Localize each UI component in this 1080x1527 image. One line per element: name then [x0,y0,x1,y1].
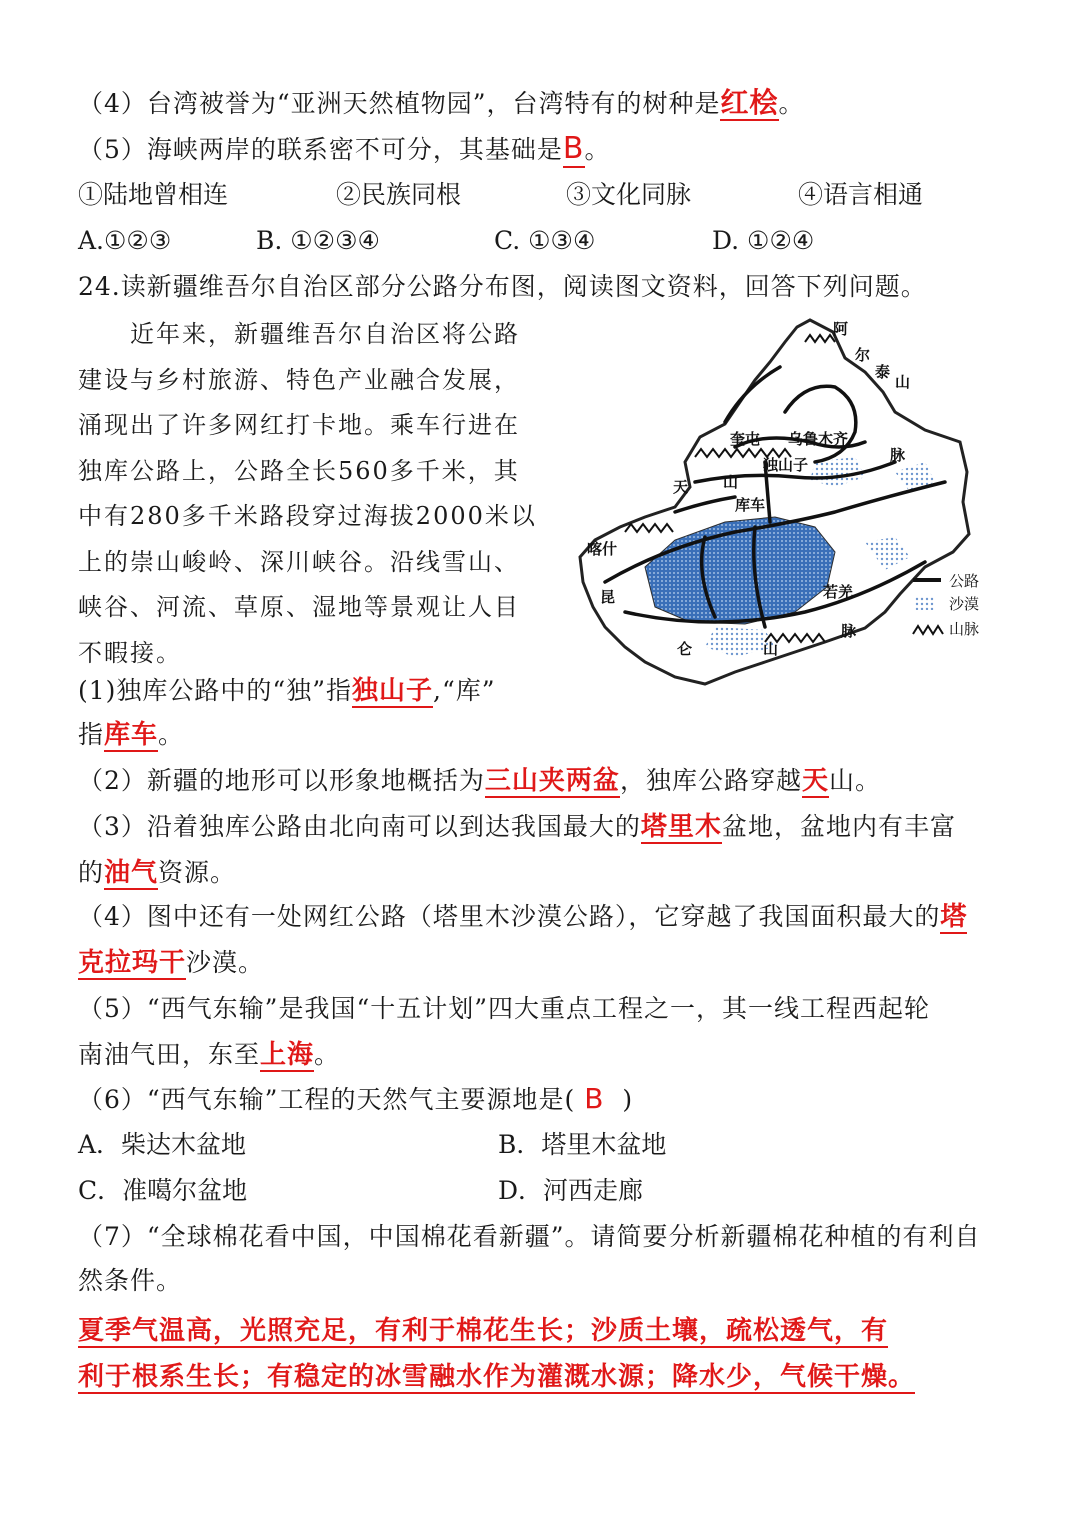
legend-mountain-symbol [913,626,943,634]
q24-7-line2: 然条件。 [78,1266,183,1295]
q23-item-3: ③文化同脉 [566,180,692,209]
q24-5-text-c: 。 [314,1040,341,1069]
q24-2-text-b: ，独库公路穿越 [619,766,802,795]
q24-3-text-b: 盆地，盆地内有丰富 [721,812,956,841]
q24-7-answer-1: 夏季气温高，光照充足，有利于棉花生长；沙质土壤，疏松透气，有 [78,1316,889,1346]
passage-line: 建设与乡村旅游、特色产业融合发展， [78,365,520,394]
map-label: 独山子 [763,456,809,474]
q24-1-line2 [78,718,184,752]
q23-option-d: D. ①②④ [712,226,815,255]
map-label: 库车 [735,496,766,514]
passage-line: 中有280多千米路段穿过海拔2000米以 [78,502,537,530]
q24-3-answer-1: 塔里木 [640,812,722,842]
q24-7-answer-line1 [78,1314,888,1348]
q24-6-text-b: ) [622,1085,634,1114]
xinjiang-road-map [565,312,1005,697]
q24-4-text: （4）图中还有一处网红公路（塔里木沙漠公路），它穿越了我国面积最大的 [78,902,941,931]
passage-line: 上的崇山峻岭、深川峡谷。沿线雪山、 [78,547,520,576]
q24-5-line1: （5）“西气东输”是我国“十五计划”四大重点工程之一，其一线工程西起轮 [78,994,931,1023]
q24-3-text: （3）沿着独库公路由北向南可以到达我国最大的 [78,812,641,841]
map-label: 仑 [677,640,693,658]
q23-5-end: 。 [584,135,611,164]
q24-4-answer-part2: 克拉玛干 [78,948,187,978]
mountain-range [805,335,835,342]
q24-1-text-d: 。 [158,720,185,749]
region-outline [580,320,969,684]
taklamakan-desert [645,517,835,624]
q24-1-text: (1)独库公路中的“独”指 [78,676,352,705]
map-label: 脉 [890,446,906,464]
map-label: 脉 [841,622,857,640]
legend-desert-label: 沙漠 [949,595,980,613]
q24-2-text: （2）新疆的地形可以形象地概括为 [78,766,485,795]
map-label: 泰 [875,363,891,381]
map-label: 山 [895,373,911,391]
map-label: 阿 [833,320,849,338]
map-label: 若羌 [823,583,854,601]
q23-5-text: （5）海峡两岸的联系密不可分，其基础是 [78,135,563,164]
q24-5-answer: 上海 [260,1040,315,1070]
q24-1-answer-2: 库车 [104,720,159,750]
q23-5-answer: B [562,131,585,166]
q23-option-c: C. ①③④ [494,226,596,255]
map-label: 尔 [855,346,871,364]
desert-patch [865,537,910,570]
legend-road-label: 公路 [949,572,980,590]
q24-6-line [78,1082,633,1117]
passage-line: 不暇接。 [78,638,182,667]
q24-1-line1 [78,674,496,708]
q23-option-a: A.①②③ [78,226,172,255]
legend-desert-symbol [915,596,935,610]
passage-line: 峡谷、河流、草原、湿地等景观让人目 [78,593,520,621]
q24-passage [78,312,548,676]
q23-item-2: ②民族同根 [336,180,462,209]
q24-6-answer: B [584,1082,605,1115]
q24-1-answer-1: 独山子 [351,676,433,706]
q24-2-answer-1: 三山夹两盆 [484,766,620,796]
q23-4-end: 。 [778,89,805,118]
q23-4-line [78,86,805,121]
map-label: 天 [673,478,689,496]
q24-7-line1: （7）“全球棉花看中国，中国棉花看新疆”。请简要分析新疆棉花种植的有利自 [78,1222,981,1251]
q23-5-line [78,132,611,167]
road [785,386,856,462]
q24-2-line [78,764,881,798]
passage-line: 涌现出了许多网红打卡地。乘车行进在 [78,411,520,439]
q24-5-text-b: 南油气田，东至 [78,1040,261,1069]
q24-3-text-c: 的 [78,858,105,887]
q24-3-line2 [78,856,236,890]
q24-4-line2 [78,946,264,980]
q24-title: 24.读新疆维吾尔自治区部分公路分布图，阅读图文资料，回答下列问题。 [78,272,927,301]
map-legend [913,572,979,638]
map-label: 乌鲁木齐 [788,430,849,448]
q24-2-answer-2: 天 [801,766,829,796]
q23-item-4: ④语言相通 [798,180,924,209]
q24-4-text-b: 沙漠。 [186,948,265,977]
q24-6-option-c: C．准噶尔盆地 [78,1176,248,1205]
q24-2-text-c: 山。 [828,766,881,795]
q24-7-answer-2: 利于根系生长；有稳定的冰雪融水作为灌溉水源；降水少，气候干燥。 [78,1362,916,1392]
map-label: 奎屯 [730,430,761,448]
q24-4-answer-part1: 塔 [940,902,968,932]
q24-6-option-d: D．河西走廊 [498,1176,644,1205]
road [675,497,735,512]
map-label: 山 [723,473,739,491]
q23-4-answer: 红桧 [720,86,779,119]
q24-3-answer-2: 油气 [104,858,159,888]
q24-6-option-a: A．柴达木盆地 [78,1130,247,1159]
q24-4-line1 [78,900,967,934]
q23-option-b: B. ①②③④ [256,226,380,255]
q24-1-text-c: 指 [78,720,105,749]
q24-6-text: （6）“西气东输”工程的天然气主要源地是( [78,1085,576,1114]
q24-3-text-d: 资源。 [158,858,237,887]
map-label: 喀什 [587,540,618,558]
passage-line: 近年来，新疆维吾尔自治区将公路 [78,320,520,348]
map-label: 昆 [600,588,616,606]
q24-3-line1 [78,810,956,844]
q24-1-text-b: ,“库” [433,676,496,705]
q23-item-1: ①陆地曾相连 [78,180,229,209]
map-label: 山 [763,640,779,658]
legend-mountain-label: 山脉 [949,620,980,638]
q23-4-text: （4）台湾被誉为“亚洲天然植物园”，台湾特有的树种是 [78,89,721,118]
q24-5-line2 [78,1038,340,1072]
mountain-range [625,524,673,532]
q24-7-answer-line2 [78,1360,915,1394]
passage-line: 独库公路上，公路全长560多千米，其 [78,456,520,485]
q24-6-option-b: B．塔里木盆地 [498,1130,667,1159]
